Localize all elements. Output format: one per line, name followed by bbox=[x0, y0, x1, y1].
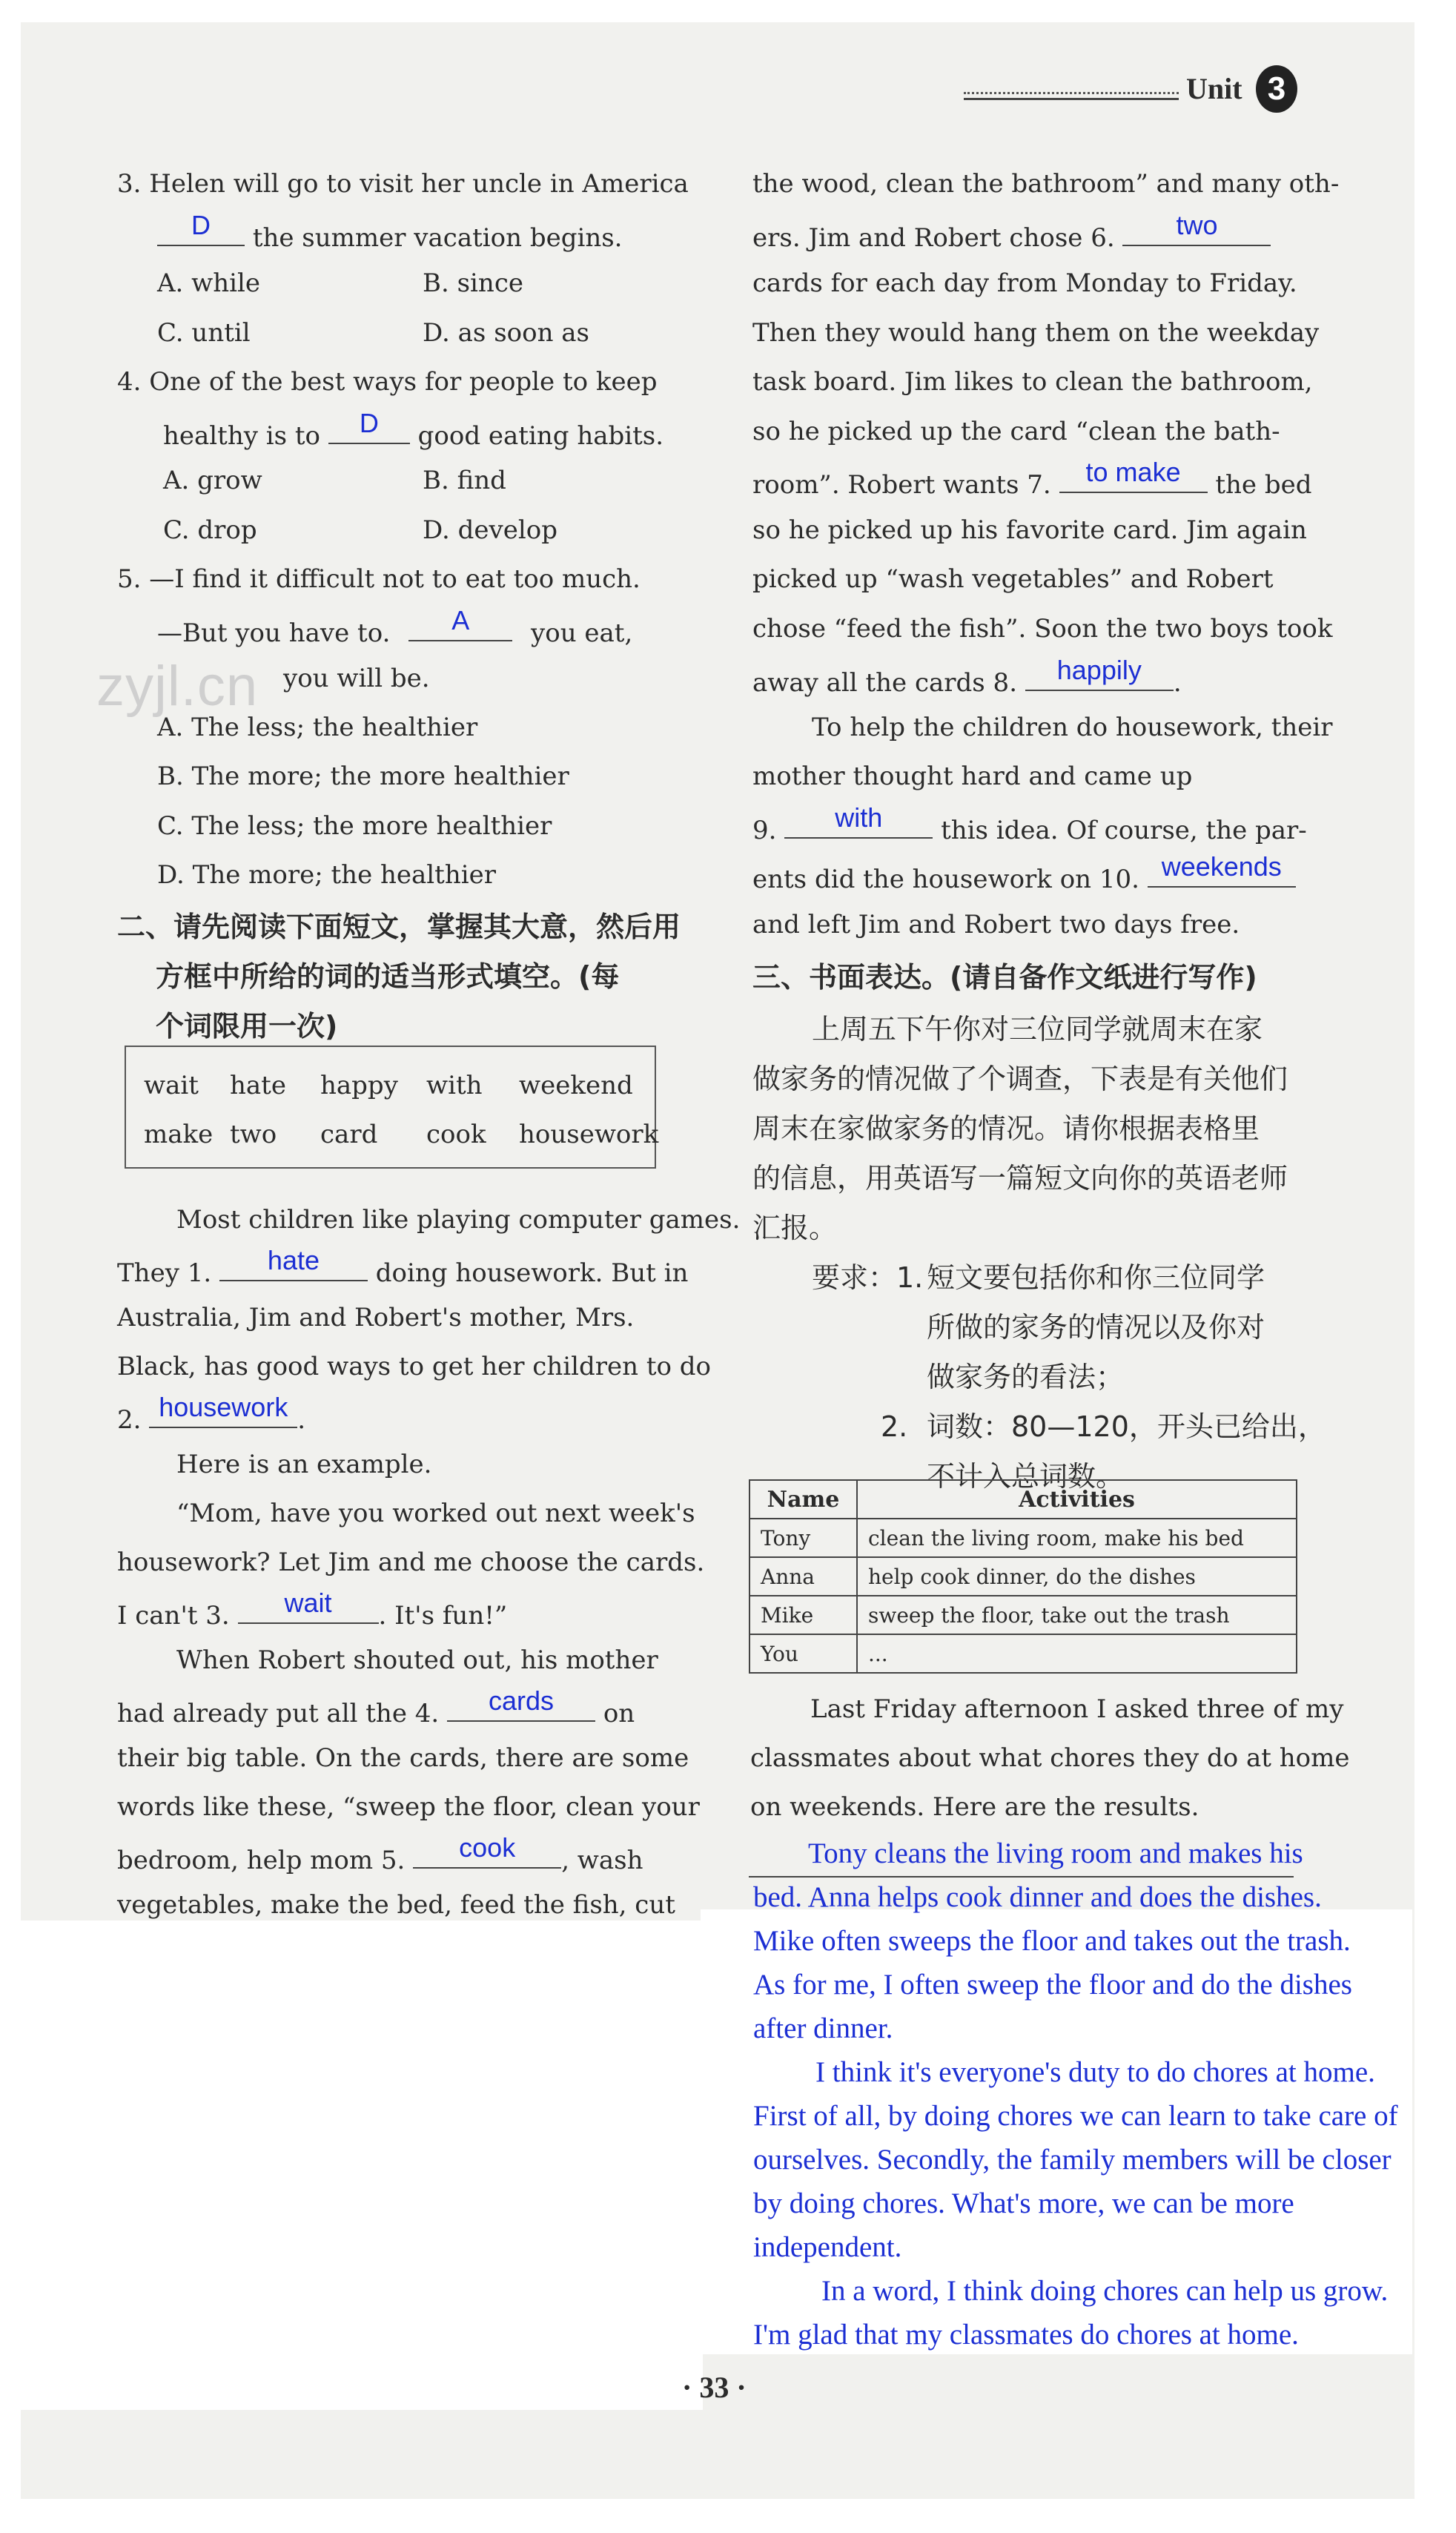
blank-7 bbox=[1059, 457, 1208, 493]
q4-stem-line2: healthy is to D good eating habits. bbox=[163, 408, 664, 451]
answer-4: cards bbox=[489, 1685, 555, 1716]
passage-line: To help the children do housework, their bbox=[812, 713, 1333, 742]
table-header-name: Name bbox=[749, 1480, 857, 1519]
passage-line: room”. Robert wants 7. to make the bed bbox=[752, 457, 1312, 500]
answer-9: with bbox=[835, 802, 883, 833]
word-bank-item: with bbox=[426, 1071, 483, 1100]
passage-line: housework? Let Jim and me choose the cards. bbox=[117, 1548, 705, 1577]
passage-line: Then they would hang them on the weekday bbox=[752, 318, 1320, 348]
watermark: zyjl.cn bbox=[96, 655, 259, 718]
essay-line: after dinner. bbox=[753, 2012, 893, 2044]
requirement-1: 短文要包括你和你三位同学 bbox=[927, 1261, 1265, 1294]
requirement-2-number: 2. bbox=[881, 1410, 908, 1443]
q5-option-b: B. The more; the more healthier bbox=[157, 762, 569, 791]
table-cell-name: Mike bbox=[749, 1596, 857, 1634]
passage-line: task board. Jim likes to clean the bathroom, bbox=[752, 367, 1313, 397]
passage-line: mother thought hard and came up bbox=[752, 762, 1193, 791]
q4-option-b: B. find bbox=[423, 466, 506, 495]
requirement-2: 词数：80—120，开头已给出， bbox=[927, 1410, 1326, 1443]
requirement-1: 做家务的看法； bbox=[927, 1361, 1125, 1393]
word-bank-box bbox=[125, 1046, 659, 1169]
q4-blank bbox=[328, 408, 410, 444]
essay-line: bed. Anna helps cook dinner and does the dishes. bbox=[753, 1881, 1322, 1913]
blank-5 bbox=[413, 1832, 561, 1869]
page-blank-area bbox=[21, 1921, 703, 2410]
passage-line: the wood, clean the bathroom” and many oth- bbox=[752, 169, 1340, 199]
q3-option-d: D. as soon as bbox=[423, 318, 590, 348]
section3-prompt: 汇报。 bbox=[752, 1212, 838, 1244]
essay-opening: classmates about what chores they do at home bbox=[750, 1743, 1350, 1773]
table-cell-activities: sweep the floor, take out the trash bbox=[857, 1596, 1297, 1634]
essay-line: I think it's everyone's duty to do chores at home. bbox=[815, 2056, 1375, 2088]
table-cell-name: You bbox=[749, 1634, 857, 1673]
q5-stem: 5. —I find it difficult not to eat too much. bbox=[117, 564, 641, 594]
passage-line: When Robert shouted out, his mother bbox=[176, 1645, 658, 1675]
blank-4 bbox=[447, 1685, 595, 1722]
unit-number-badge: 3 bbox=[1256, 65, 1297, 113]
table-cell-activities: help cook dinner, do the dishes bbox=[857, 1557, 1297, 1596]
q5-option-d: D. The more; the healthier bbox=[157, 860, 496, 890]
essay-line: Tony cleans the living room and makes his bbox=[808, 1837, 1303, 1869]
word-bank-item: two bbox=[230, 1120, 277, 1149]
blank-1 bbox=[219, 1245, 368, 1281]
table-cell-activities: clean the living room, make his bed bbox=[857, 1519, 1297, 1557]
section3-prompt: 的信息，用英语写一篇短文向你的英语老师 bbox=[752, 1162, 1288, 1195]
passage-line: bedroom, help mom 5. cook , wash bbox=[117, 1832, 643, 1875]
answer-3: wait bbox=[284, 1588, 332, 1618]
essay-line: I'm glad that my classmates do chores at home. bbox=[753, 2319, 1299, 2351]
blank-9 bbox=[784, 802, 933, 839]
essay-line: As for me, I often sweep the floor and do the dishes bbox=[753, 1969, 1352, 2001]
table-cell-name: Anna bbox=[749, 1557, 857, 1596]
q3-blank bbox=[157, 210, 245, 246]
essay-line: by doing chores. What's more, we can be more bbox=[753, 2187, 1294, 2219]
section3-title: 三、书面表达。(请自备作文纸进行写作) bbox=[752, 961, 1257, 994]
passage-line: had already put all the 4. cards on bbox=[117, 1685, 635, 1728]
q5-blank bbox=[408, 605, 512, 641]
answer-5: cook bbox=[459, 1832, 516, 1863]
q3-option-a: A. while bbox=[157, 268, 261, 298]
word-bank-item: card bbox=[320, 1120, 378, 1149]
blank-8 bbox=[1025, 655, 1174, 691]
passage-line: They 1. hate doing housework. But in bbox=[117, 1245, 689, 1288]
passage-line: ents did the housework on 10. weekends bbox=[752, 856, 1296, 898]
essay-opening: Last Friday afternoon I asked three of my bbox=[810, 1694, 1344, 1724]
word-bank-item: housework bbox=[519, 1120, 659, 1149]
requirement-1: 所做的家务的情况以及你对 bbox=[927, 1311, 1265, 1344]
word-bank-item: hate bbox=[230, 1071, 286, 1100]
q5-stem-line3: you will be. bbox=[283, 664, 430, 693]
passage-line: 2. housework . bbox=[117, 1392, 306, 1435]
q3-option-c: C. until bbox=[157, 318, 251, 348]
table-row bbox=[749, 1519, 1297, 1557]
section3-prompt: 周末在家做家务的情况。请你根据表格里 bbox=[752, 1112, 1260, 1145]
blank-10 bbox=[1148, 851, 1296, 888]
answer-10: weekends bbox=[1161, 851, 1282, 882]
q5-option-a: A. The less; the healthier bbox=[157, 713, 478, 742]
section3-prompt: 做家务的情况做了个调查，下表是有关他们 bbox=[752, 1063, 1288, 1095]
passage-line: and left Jim and Robert two days free. bbox=[752, 910, 1240, 939]
answer-7: to make bbox=[1085, 457, 1181, 487]
q3-stem: 3. Helen will go to visit her uncle in America bbox=[117, 169, 689, 199]
passage-line: so he picked up his favorite card. Jim again bbox=[752, 515, 1307, 545]
q4-option-d: D. develop bbox=[423, 515, 557, 545]
header-rule bbox=[964, 98, 1179, 100]
activities-table bbox=[749, 1479, 1297, 1674]
passage-line: Black, has good ways to get her children to do bbox=[117, 1352, 712, 1381]
word-bank-item: cook bbox=[426, 1120, 486, 1149]
essay-line: independent. bbox=[753, 2231, 902, 2263]
passage-line: Here is an example. bbox=[176, 1450, 432, 1479]
answer-1: hate bbox=[267, 1245, 320, 1275]
table-row bbox=[749, 1557, 1297, 1596]
blank-2 bbox=[149, 1392, 297, 1428]
table-header-row bbox=[749, 1480, 1297, 1519]
q5-answer: A bbox=[451, 605, 470, 635]
passage-line: vegetables, make the bed, feed the fish, cut bbox=[117, 1890, 675, 1920]
requirement-2: 不计入总词数。 bbox=[927, 1460, 1125, 1493]
table-cell-name: Tony bbox=[749, 1519, 857, 1557]
table-row bbox=[749, 1596, 1297, 1634]
passage-line: so he picked up the card “clean the bath- bbox=[752, 417, 1280, 446]
passage-line: chose “feed the fish”. Soon the two boys took bbox=[752, 614, 1333, 644]
section2-title-line1: 二、请先阅读下面短文，掌握其大意，然后用 bbox=[117, 911, 681, 943]
blank-3 bbox=[238, 1588, 379, 1624]
table-header-activities: Activities bbox=[857, 1480, 1297, 1519]
q3-answer: D bbox=[191, 210, 211, 240]
passage-line: I can't 3. wait . It's fun!” bbox=[117, 1588, 508, 1631]
q4-option-a: A. grow bbox=[163, 466, 262, 495]
word-bank-item: wait bbox=[144, 1071, 199, 1100]
passage-line: Australia, Jim and Robert's mother, Mrs. bbox=[117, 1303, 635, 1332]
q4-answer: D bbox=[359, 408, 379, 438]
essay-opening: on weekends. Here are the results. bbox=[750, 1792, 1199, 1822]
section2-title-line2: 方框中所给的词的适当形式填空。(每 bbox=[156, 960, 620, 993]
header-dotted-rule bbox=[964, 92, 1179, 94]
passage-line: picked up “wash vegetables” and Robert bbox=[752, 564, 1274, 594]
passage-line: away all the cards 8. happily . bbox=[752, 655, 1182, 698]
q5-option-c: C. The less; the more healthier bbox=[157, 811, 552, 841]
q5-stem-line2: —But you have to. A you eat, bbox=[157, 605, 633, 648]
q3-option-b: B. since bbox=[423, 268, 523, 298]
unit-label: Unit bbox=[1186, 72, 1242, 105]
page-number: · 33 · bbox=[682, 2371, 747, 2404]
word-bank-item: weekend bbox=[519, 1071, 633, 1100]
answer-8: happily bbox=[1056, 655, 1142, 685]
table-row bbox=[749, 1634, 1297, 1673]
requirement-label: 要求：1. bbox=[812, 1261, 924, 1294]
passage-line: their big table. On the cards, there are some bbox=[117, 1743, 689, 1773]
passage-line: 9. with this idea. Of course, the par- bbox=[752, 802, 1307, 845]
blank-6 bbox=[1122, 210, 1271, 246]
q3-stem-line2: D the summer vacation begins. bbox=[157, 215, 623, 257]
passage-line: ers. Jim and Robert chose 6. two bbox=[752, 215, 1271, 257]
answer-2: housework bbox=[159, 1392, 288, 1422]
table-cell-activities: ... bbox=[857, 1634, 1297, 1673]
word-bank-item: happy bbox=[320, 1071, 398, 1100]
essay-line: ourselves. Secondly, the family members will be closer bbox=[753, 2144, 1392, 2176]
essay-line: In a word, I think doing chores can help us grow. bbox=[821, 2275, 1389, 2307]
answer-6: two bbox=[1176, 210, 1218, 240]
essay-line: First of all, by doing chores we can learn to take care of bbox=[753, 2100, 1398, 2132]
passage-line: Most children like playing computer games. bbox=[176, 1205, 741, 1235]
essay-line: Mike often sweeps the floor and takes out the trash. bbox=[753, 1925, 1351, 1957]
passage-line: cards for each day from Monday to Friday. bbox=[752, 268, 1297, 298]
q4-stem: 4. One of the best ways for people to keep bbox=[117, 367, 658, 397]
q4-option-c: C. drop bbox=[163, 515, 257, 545]
passage-line: words like these, “sweep the floor, clean your bbox=[117, 1792, 700, 1822]
section2-title-line3: 个词限用一次) bbox=[156, 1010, 338, 1043]
word-bank-item: make bbox=[144, 1120, 214, 1149]
passage-line: “Mom, have you worked out next week's bbox=[176, 1499, 695, 1528]
section3-prompt: 上周五下午你对三位同学就周末在家 bbox=[812, 1013, 1263, 1046]
